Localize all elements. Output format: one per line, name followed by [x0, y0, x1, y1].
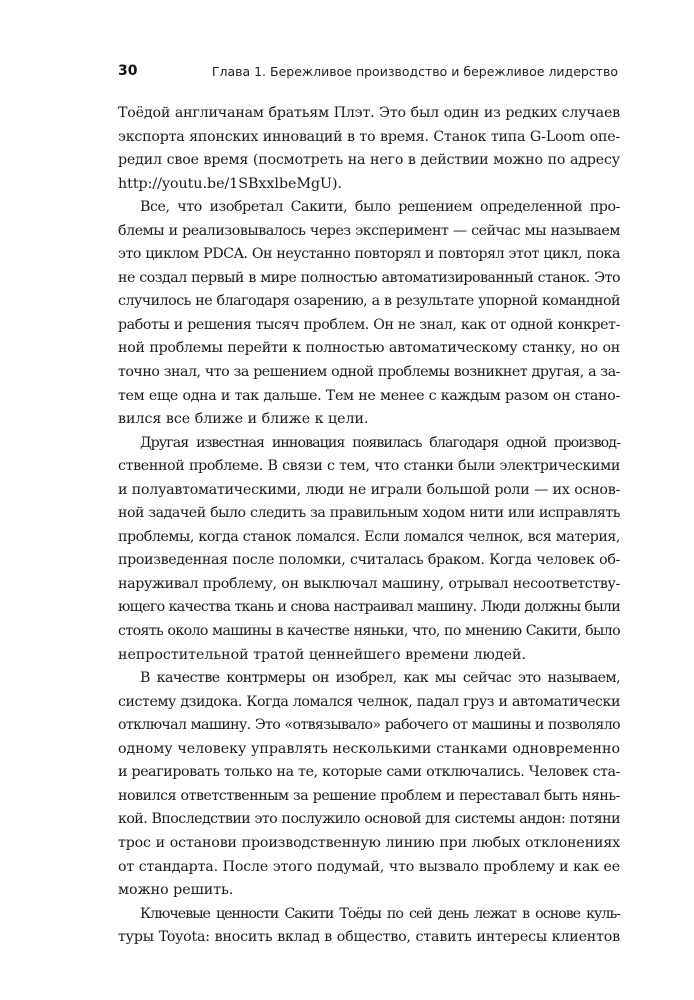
body-text	[118, 102, 620, 950]
text-line: тем еще одна и так дальше. Тем не менее с каждым разом он стано-	[118, 387, 620, 404]
text-line: работы и решения тысяч проблем. Он не знал, как от одной конкрет-	[118, 316, 620, 333]
text-line: не создал первый в мире полностью автоматизированный станок. Это	[118, 269, 620, 286]
paragraph	[118, 196, 620, 431]
text-line: Ключевые ценности Сакити Тоёды по сей день лежат в основе куль-	[140, 905, 620, 922]
text-line: кой. Впоследствии это послужило основой для системы андон: потяни	[118, 811, 620, 828]
text-line: наруживал проблему, он выключал машину, отрывал несоответству-	[118, 575, 620, 592]
text-line: и реагировать только на те, которые сами отключались. Человек ста-	[118, 764, 620, 781]
text-line: блемы и реализовывалось через эксперимент — сейчас мы называем	[118, 222, 620, 239]
text-line: туры Toyota: вносить вклад в общество, ставить интересы клиентов	[118, 929, 620, 946]
text-line: проблемы, когда станок ломался. Если ломался челнок, вся материя,	[118, 528, 620, 545]
page-number: 30	[118, 63, 138, 79]
paragraph	[118, 667, 620, 902]
text-line: новился ответственным за решение проблем и переставал быть нянь-	[118, 787, 620, 804]
text-line: Все, что изобретал Сакити, было решением определенной про-	[140, 199, 620, 216]
text-line: ной проблемы перейти к полностью автоматическому станку, но он	[118, 340, 620, 357]
page-header	[118, 63, 618, 83]
text-line: от стандарта. После этого подумай, что вызвало проблему и как ее	[118, 858, 620, 875]
text-line: точно знал, что за решением одной проблемы возникнет другая, а за-	[118, 364, 620, 381]
text-line: можно решить.	[118, 882, 234, 899]
text-line: экспорта японских инноваций в то время. Станок типа G-Loom опе-	[118, 128, 620, 145]
text-line: ной задачей было следить за правильным ходом нити или исправлять	[118, 505, 620, 522]
text-line: В качестве контрмеры он изобрел, как мы сейчас это называем,	[140, 670, 620, 687]
text-line: отключал машину. Это «отвязывало» рабочего от машины и позволяло	[118, 717, 620, 734]
text-line: одному человеку управлять несколькими станками одновременно	[118, 740, 620, 757]
text-line: непростительной тратой ценнейшего времени людей.	[118, 646, 527, 663]
text-line: Другая известная инновация появилась благодаря одной производ-	[140, 434, 620, 451]
text-line: случилось не благодаря озарению, а в результате упорной командной	[118, 293, 620, 310]
text-line: ственной проблеме. В связи с тем, что станки были электрическими	[118, 458, 620, 475]
text-line: систему дзидока. Когда ломался челнок, падал груз и автоматически	[118, 693, 620, 710]
text-line: http://youtu.be/1SBxxlbeMgU).	[118, 175, 343, 192]
paragraph	[118, 102, 620, 196]
paragraph	[118, 903, 620, 950]
text-line: ющего качества ткань и снова настраивал машину. Люди должны были	[118, 599, 620, 616]
paragraph	[118, 432, 620, 667]
text-line: стоять около машины в качестве няньки, что, по мнению Сакити, было	[118, 623, 620, 640]
text-line: трос и останови производственную линию при любых отклонениях	[118, 834, 620, 851]
text-line: произведенная после поломки, считалась браком. Когда человек об-	[118, 552, 620, 569]
text-line: и полуавтоматическими, люди не играли большой роли — их основ-	[118, 481, 620, 498]
text-line: Тоёдой англичанам братьям Плэт. Это был один из редких случаев	[118, 105, 620, 121]
text-line: редил свое время (посмотреть на него в действии можно по адресу	[118, 152, 620, 169]
text-line: вился все ближе и ближе к цели.	[118, 411, 369, 428]
running-head: Глава 1. Бережливое производство и бережливое лидерство	[211, 64, 618, 79]
text-line: это циклом PDCA. Он неустанно повторял и повторял этот цикл, пока	[118, 246, 620, 263]
